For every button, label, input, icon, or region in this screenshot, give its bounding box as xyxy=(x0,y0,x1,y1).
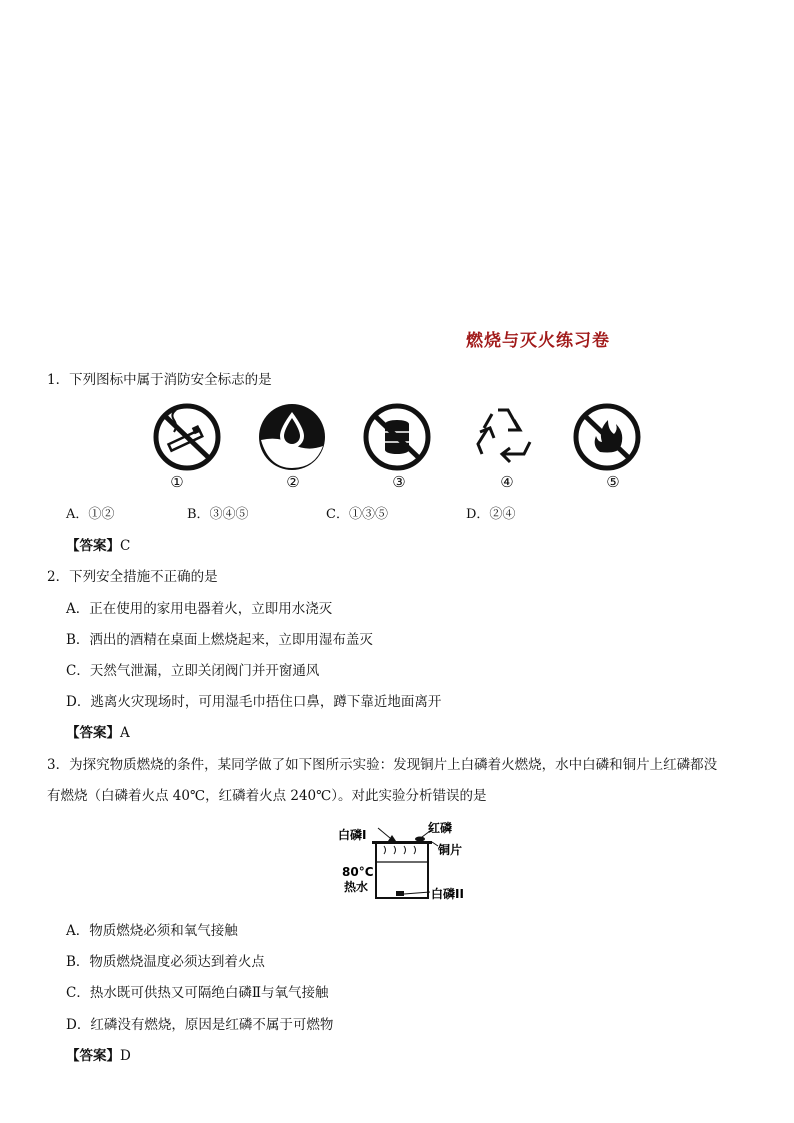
answer-value: C xyxy=(120,538,131,554)
red-phosphorus xyxy=(415,837,425,842)
recycle-icon xyxy=(470,402,540,472)
no-barrel-icon xyxy=(362,402,432,472)
q1-answer xyxy=(66,534,130,554)
experiment-figure xyxy=(338,818,478,904)
label-temperature: 80°C xyxy=(342,865,374,879)
sign-number-4: ④ xyxy=(500,473,514,491)
q1-option-a: A．①② xyxy=(66,507,115,522)
no-smoking-icon xyxy=(152,402,222,472)
answer-value: D xyxy=(120,1048,131,1064)
q3-option-b: B．物质燃烧温度必须达到着火点 xyxy=(66,954,265,970)
sign-number-1: ① xyxy=(170,473,184,491)
white-phosphorus-1 xyxy=(388,835,396,841)
label-white-phosphorus-2: 白磷II xyxy=(431,887,464,901)
beaker xyxy=(376,844,428,898)
copper-plate xyxy=(372,841,432,844)
white-phosphorus-2 xyxy=(396,891,404,896)
q3-stem-line2: 有燃烧（白磷着火点 40℃，红磷着火点 240℃）。对此实验分析错误的是 xyxy=(47,788,487,804)
q1-stem: 1．下列图标中属于消防安全标志的是 xyxy=(47,372,272,388)
q3-stem-line1: 3．为探究物质燃烧的条件，某同学做了如下图所示实验：发现铜片上白磷着火燃烧，水中白磷和铜片上红磷都没 xyxy=(47,757,718,773)
label-red-phosphorus: 红磷 xyxy=(428,821,453,835)
q2-option-c: C．天然气泄漏，立即关闭阀门并开窗通风 xyxy=(66,663,320,679)
no-fire-icon xyxy=(572,402,642,472)
sign-number-3: ③ xyxy=(392,473,406,491)
label-white-phosphorus-1: 白磷Ⅰ xyxy=(338,828,367,842)
q2-stem: 2．下列安全措施不正确的是 xyxy=(47,569,218,585)
water-drop-icon xyxy=(257,402,327,472)
answer-label: 【答案】 xyxy=(66,538,120,554)
q3-answer xyxy=(66,1044,131,1064)
answer-label: 【答案】 xyxy=(66,725,120,741)
q2-answer xyxy=(66,721,130,741)
q2-option-a: A．正在使用的家用电器着火，立即用水浇灭 xyxy=(66,601,333,617)
label-hot-water: 热水 xyxy=(344,880,369,894)
q3-option-d: D．红磷没有燃烧，原因是红磷不属于可燃物 xyxy=(66,1017,334,1033)
q1-option-d: D．②④ xyxy=(466,507,516,522)
q3-option-a: A．物质燃烧必须和氧气接触 xyxy=(66,923,238,939)
q2-option-d: D．逃离火灾现场时，可用湿毛巾捂住口鼻，蹲下靠近地面离开 xyxy=(66,694,442,710)
answer-label: 【答案】 xyxy=(66,1048,120,1064)
label-copper-plate: 铜片 xyxy=(438,843,463,857)
q2-option-b: B．洒出的酒精在桌面上燃烧起来，立即用湿布盖灭 xyxy=(66,632,373,648)
sign-number-2: ② xyxy=(286,473,300,491)
q1-option-b: B．③④⑤ xyxy=(187,507,249,522)
sign-number-5: ⑤ xyxy=(606,473,620,491)
page-title: 燃烧与灭火练习卷 xyxy=(466,331,610,351)
q3-option-c: C．热水既可供热又可隔绝白磷Ⅱ与氧气接触 xyxy=(66,985,329,1001)
answer-value: A xyxy=(120,725,130,741)
q1-option-c: C．①③⑤ xyxy=(326,507,388,522)
